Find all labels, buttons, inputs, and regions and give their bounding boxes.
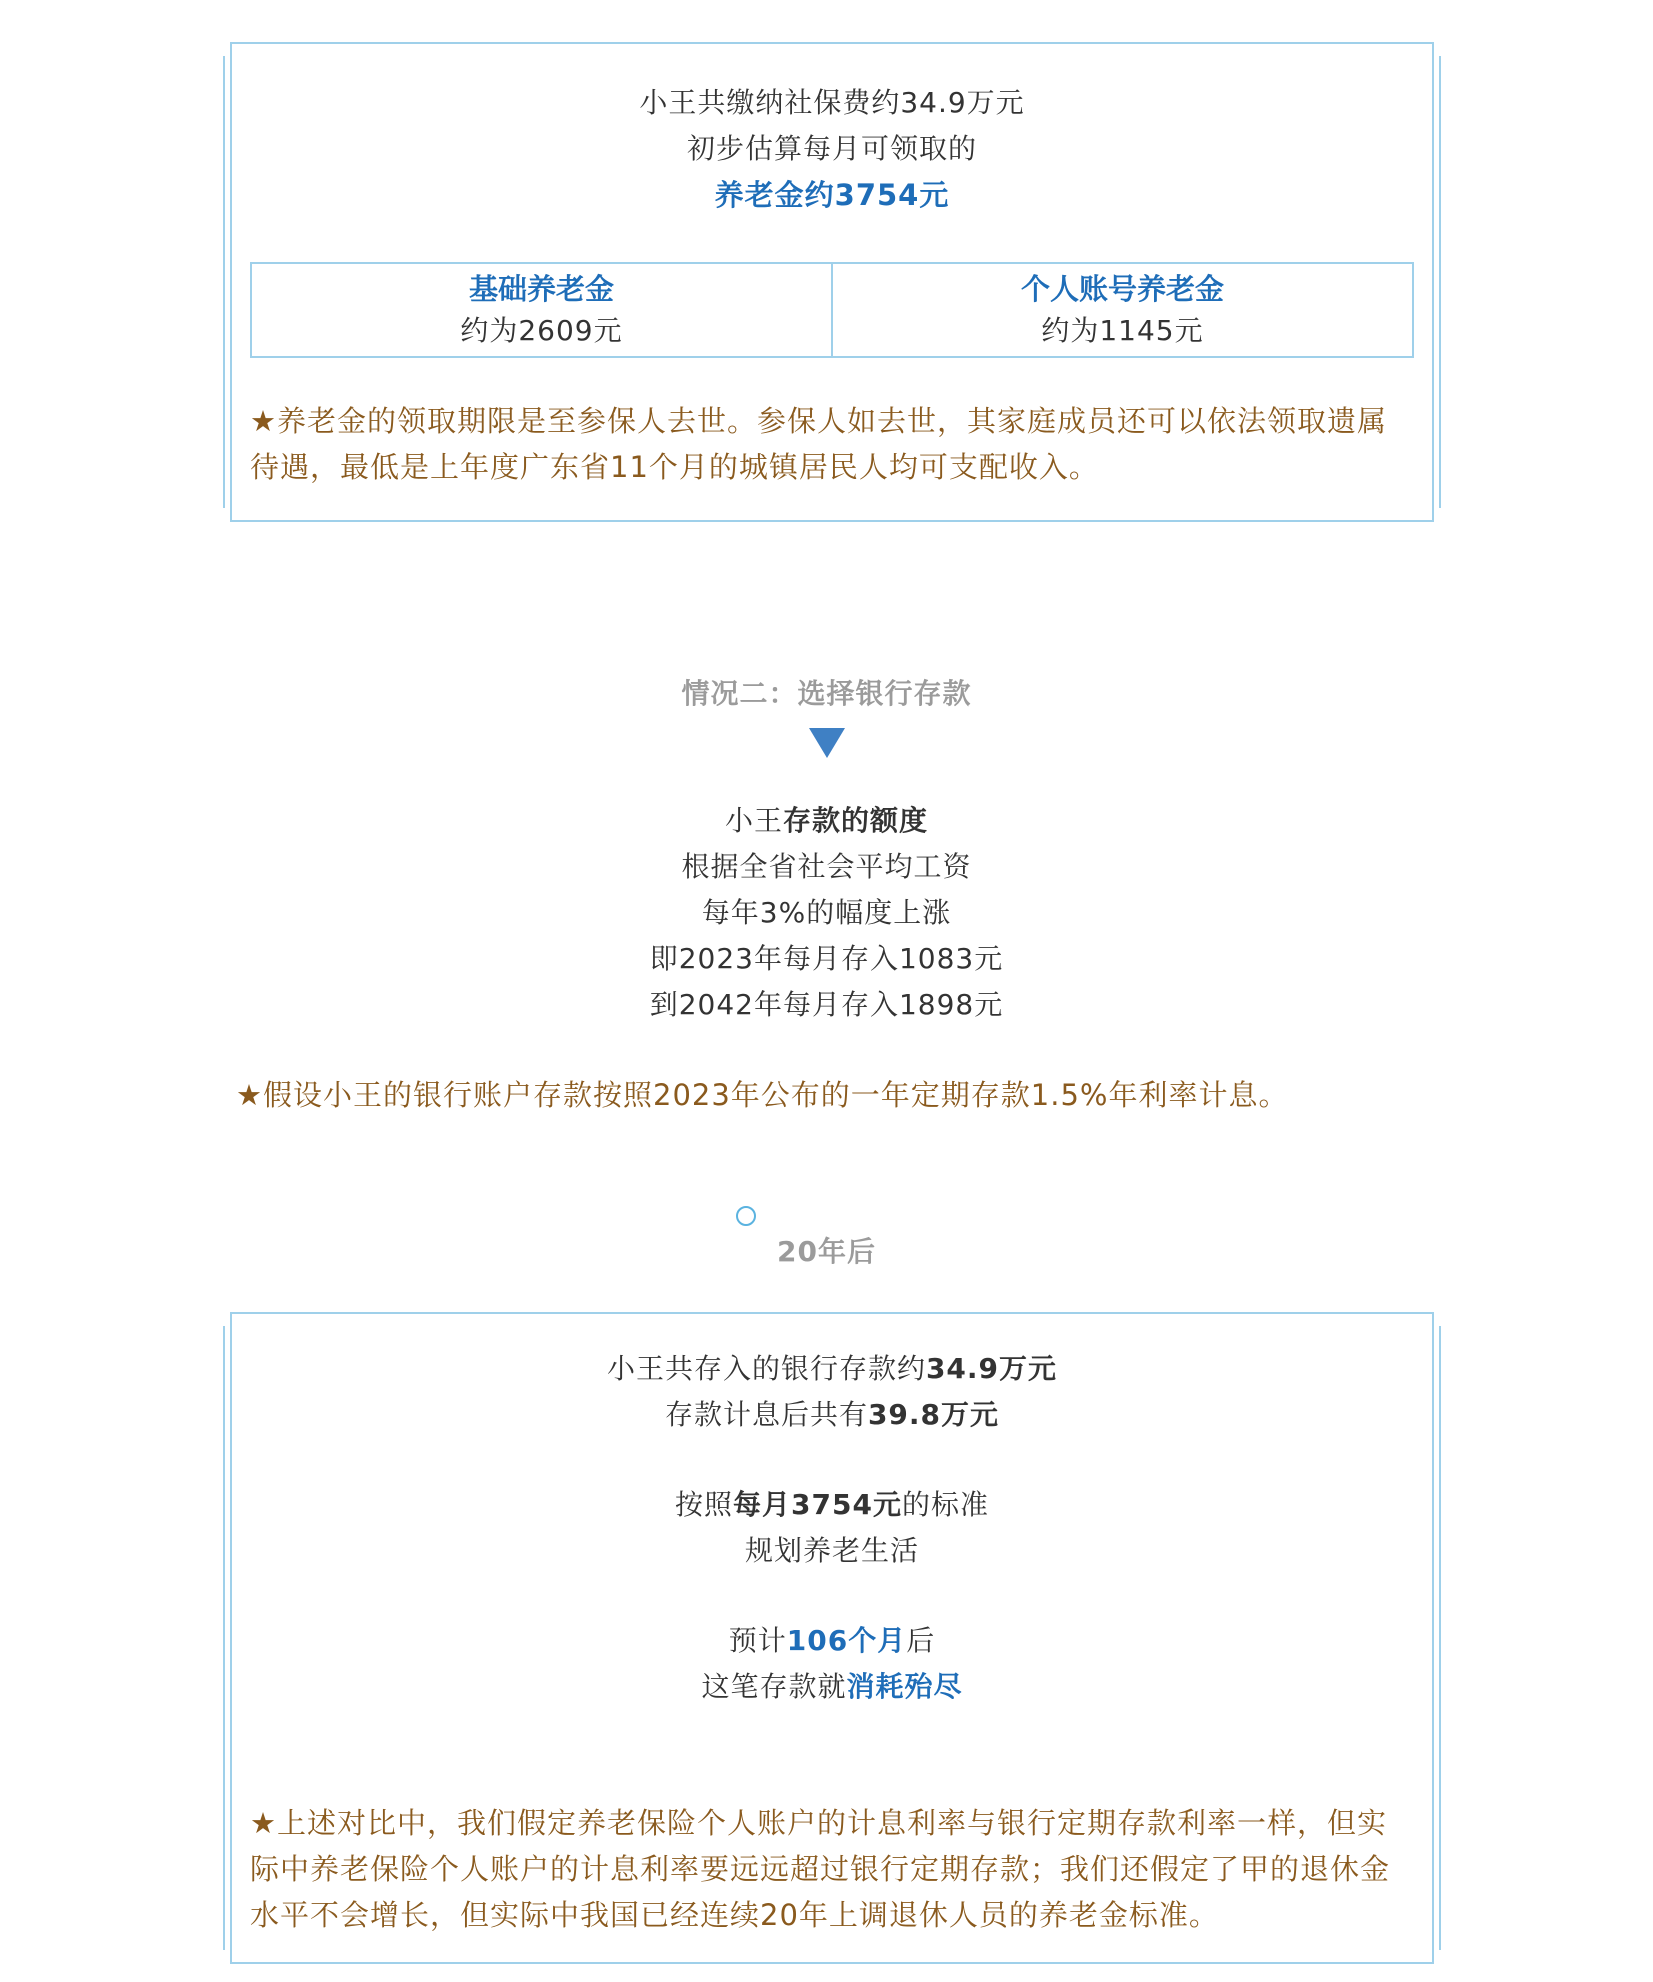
- monthly-standard-prefix: 按照: [675, 1488, 734, 1521]
- monthly-standard-suffix: 的标准: [901, 1488, 989, 1521]
- pension-estimate-card: [230, 42, 1434, 522]
- personal-pension-cell: [831, 264, 1412, 356]
- deposit-heading-prefix: 小王: [724, 804, 783, 837]
- total-deposit-text: 小王共存入的银行存款约: [606, 1352, 926, 1385]
- months-estimate-suffix: 后: [906, 1624, 936, 1657]
- deposit-with-interest-text: 存款计息后共有: [664, 1398, 868, 1431]
- basic-pension-value: 约为2609元: [460, 314, 623, 347]
- card-left-rule: [223, 1326, 225, 1950]
- card-right-rule: [1439, 56, 1441, 508]
- down-triangle-icon: [809, 728, 845, 758]
- pension-summary: [232, 80, 1432, 218]
- deposit-amount-block: [0, 798, 1653, 1028]
- total-deposit-line: [232, 1346, 1432, 1392]
- retirement-plan-text: 规划养老生活: [744, 1534, 919, 1567]
- twenty-years-later-title: 20年后: [777, 1235, 876, 1268]
- deposit-with-interest-value: 39.8万元: [867, 1398, 1000, 1431]
- monthly-pension-text: 养老金约3754元: [714, 178, 950, 212]
- total-deposit-value: 34.9万元: [925, 1352, 1058, 1385]
- scenario-two-title: 情况二：选择银行存款: [681, 677, 972, 710]
- card-right-rule: [1439, 1326, 1441, 1950]
- deposit-with-interest-line: [232, 1392, 1432, 1438]
- interest-assumption-note: ★假设小王的银行账户存款按照2023年公布的一年定期存款1.5%年利率计息。: [236, 1078, 1289, 1112]
- deposit-growth-text: 每年3%的幅度上涨: [701, 896, 952, 929]
- depletion-prefix: 这笔存款就: [701, 1670, 847, 1703]
- deposit-2042-text: 到2042年每月存入1898元: [649, 988, 1004, 1021]
- deposit-2023-text: 即2023年每月存入1083元: [649, 942, 1004, 975]
- estimate-intro-text: 初步估算每月可领取的: [686, 132, 977, 165]
- deposit-basis-text: 根据全省社会平均工资: [681, 850, 972, 883]
- deposit-outcome-card: [230, 1312, 1434, 1964]
- months-estimate-line: [232, 1618, 1432, 1664]
- basic-pension-header: 基础养老金: [468, 272, 614, 306]
- deposit-heading-bold: 存款的额度: [783, 804, 929, 837]
- basic-pension-cell: [252, 264, 831, 356]
- monthly-standard-value: 每月3754元: [733, 1488, 902, 1521]
- survivor-benefit-note: ★养老金的领取期限是至参保人去世。参保人如去世，其家庭成员还可以依法领取遗属待遇，最低是上年度广东省11个月的城镇居民人均可支配收入。: [250, 404, 1387, 484]
- circle-marker-icon: [736, 1206, 756, 1226]
- personal-pension-header: 个人账号养老金: [1020, 272, 1224, 306]
- pension-breakdown-table: [250, 262, 1414, 358]
- deposit-outcome-summary: [232, 1346, 1432, 1710]
- personal-pension-value: 约为1145元: [1041, 314, 1204, 347]
- months-estimate-prefix: 预计: [728, 1624, 787, 1657]
- total-contribution-text: 小王共缴纳社保费约34.9万元: [639, 86, 1025, 119]
- deposit-heading: [0, 798, 1653, 844]
- monthly-standard-line: [232, 1482, 1432, 1528]
- depletion-line: [232, 1664, 1432, 1710]
- months-estimate-value: 106个月: [786, 1624, 907, 1657]
- card-left-rule: [223, 56, 225, 508]
- comparison-assumption-note: ★上述对比中，我们假定养老保险个人账户的计息利率与银行定期存款利率一样，但实际中养老保险个人账户的计息利率要远远超过银行定期存款；我们还假定了甲的退休金水平不会增长，但实际中我国已经连续20年上调退休人员的养老金标准。: [250, 1806, 1391, 1932]
- depletion-value: 消耗殆尽: [846, 1670, 963, 1703]
